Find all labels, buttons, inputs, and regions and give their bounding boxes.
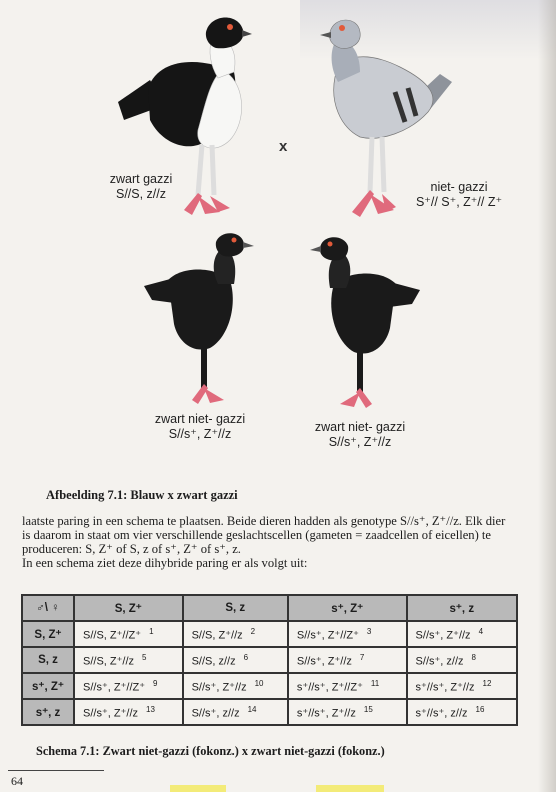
foot — [352, 190, 396, 217]
page-number: 64 — [11, 774, 23, 788]
genotype-cell: S//s⁺, z//z $^{14}$ — [183, 699, 288, 725]
cross-symbol: x — [279, 138, 288, 155]
genotype-cell: S//S, Z⁺//z $^2$ — [183, 621, 288, 647]
schema-caption: Schema 7.1: Zwart niet-gazzi (fokonz.) x zwart niet-gazzi (fokonz.) — [36, 744, 385, 758]
beak — [242, 30, 252, 37]
body-paragraph — [22, 514, 548, 570]
eye — [232, 238, 237, 243]
pigeon-black-offspring-illustration — [296, 232, 426, 417]
leg — [198, 145, 202, 195]
genotype-cell: S//s⁺, Z⁺//z $^4$ — [407, 621, 517, 647]
column-header: s⁺, Z⁺ — [288, 595, 407, 621]
parent-right-caption — [404, 180, 514, 210]
beak — [243, 242, 254, 248]
beak — [320, 32, 331, 38]
leg — [382, 137, 384, 192]
table-header-row — [22, 595, 517, 621]
beak — [310, 246, 321, 252]
genotype-cell: s⁺//s⁺, Z⁺//z $^{12}$ — [407, 673, 517, 699]
genotype-cell: S//s⁺, Z⁺//z $^{10}$ — [183, 673, 288, 699]
genotype: S⁺// S⁺, Z⁺// Z⁺ — [415, 195, 503, 209]
genotype: S//s⁺, Z⁺//z — [328, 435, 392, 449]
child-left-caption — [140, 412, 260, 442]
table-row — [22, 699, 517, 725]
genotype-cell: s⁺//s⁺, Z⁺//Z⁺ $^{11}$ — [288, 673, 407, 699]
highlighter-mark — [316, 785, 384, 792]
genotype-cell: S//s⁺, Z⁺//z $^7$ — [288, 647, 407, 673]
body-line: In een schema ziet deze dihybride paring er als volgt uit: — [22, 556, 308, 570]
genotype: S//S, z//z — [115, 187, 166, 201]
genotype-cell: S//S, z//z $^6$ — [183, 647, 288, 673]
genotype-cell: s⁺//s⁺, Z⁺//z $^{15}$ — [288, 699, 407, 725]
breed-name: niet- gazzi — [430, 180, 488, 194]
child-right-caption — [300, 420, 420, 450]
parent-left-caption — [96, 172, 186, 202]
eye — [227, 24, 233, 30]
column-header: S, z — [183, 595, 288, 621]
body-line: is daarom in staat om vier verschillende geslachtscellen (gameten = zaadcellen of eicellen) te — [22, 528, 492, 542]
figure-caption: Afbeelding 7.1: Blauw x zwart gazzi — [46, 488, 238, 502]
table-row — [22, 647, 517, 673]
head — [320, 237, 348, 260]
row-header: s⁺, z — [22, 699, 74, 725]
breed-name: zwart niet- gazzi — [314, 420, 406, 434]
genotype-cell: S//s⁺, Z⁺//z $^{13}$ — [74, 699, 183, 725]
punnett-square-table — [21, 594, 518, 726]
column-header: s⁺, z — [407, 595, 517, 621]
head — [329, 20, 360, 48]
breed-name: zwart gazzi — [109, 172, 173, 186]
foot — [184, 193, 230, 215]
head — [216, 233, 244, 256]
foot — [192, 384, 224, 404]
body-line: produceren: S, Z⁺ of S, z of s⁺, Z⁺ of s⁺, z. — [22, 542, 241, 556]
genotype-cell: S//s⁺, z//z $^8$ — [407, 647, 517, 673]
genotype-cell: S//s⁺, Z⁺//Z⁺ $^3$ — [288, 621, 407, 647]
head — [206, 17, 244, 48]
footer-rule — [8, 770, 104, 771]
table-row — [22, 673, 517, 699]
pigeon-black-offspring-illustration — [138, 228, 268, 413]
genotype: S//s⁺, Z⁺//z — [168, 427, 232, 441]
row-header: S, Z⁺ — [22, 621, 74, 647]
row-header: s⁺, Z⁺ — [22, 673, 74, 699]
leg — [370, 137, 372, 192]
table-row — [22, 621, 517, 647]
genotype-cell: S//s⁺, Z⁺//Z⁺ $^9$ — [74, 673, 183, 699]
column-header: S, Z⁺ — [74, 595, 183, 621]
eye — [328, 242, 333, 247]
corner-cell-sex-symbols: ♂\ ♀ — [22, 595, 74, 621]
genotype-cell: s⁺//s⁺, z//z $^{16}$ — [407, 699, 517, 725]
foot — [340, 388, 372, 408]
breed-name: zwart niet- gazzi — [154, 412, 246, 426]
genotype-cell: S//S, Z⁺//z $^5$ — [74, 647, 183, 673]
highlighter-mark — [170, 785, 226, 792]
page-gutter-shadow — [538, 0, 556, 792]
row-header: S, z — [22, 647, 74, 673]
genotype-cell: S//S, Z⁺//Z⁺ $^1$ — [74, 621, 183, 647]
eye — [339, 25, 345, 31]
body-line: laatste paring in een schema te plaatsen. Beide dieren hadden als genotype S//s⁺, Z⁺//z. Elk dier — [22, 514, 506, 528]
leg — [212, 145, 214, 195]
